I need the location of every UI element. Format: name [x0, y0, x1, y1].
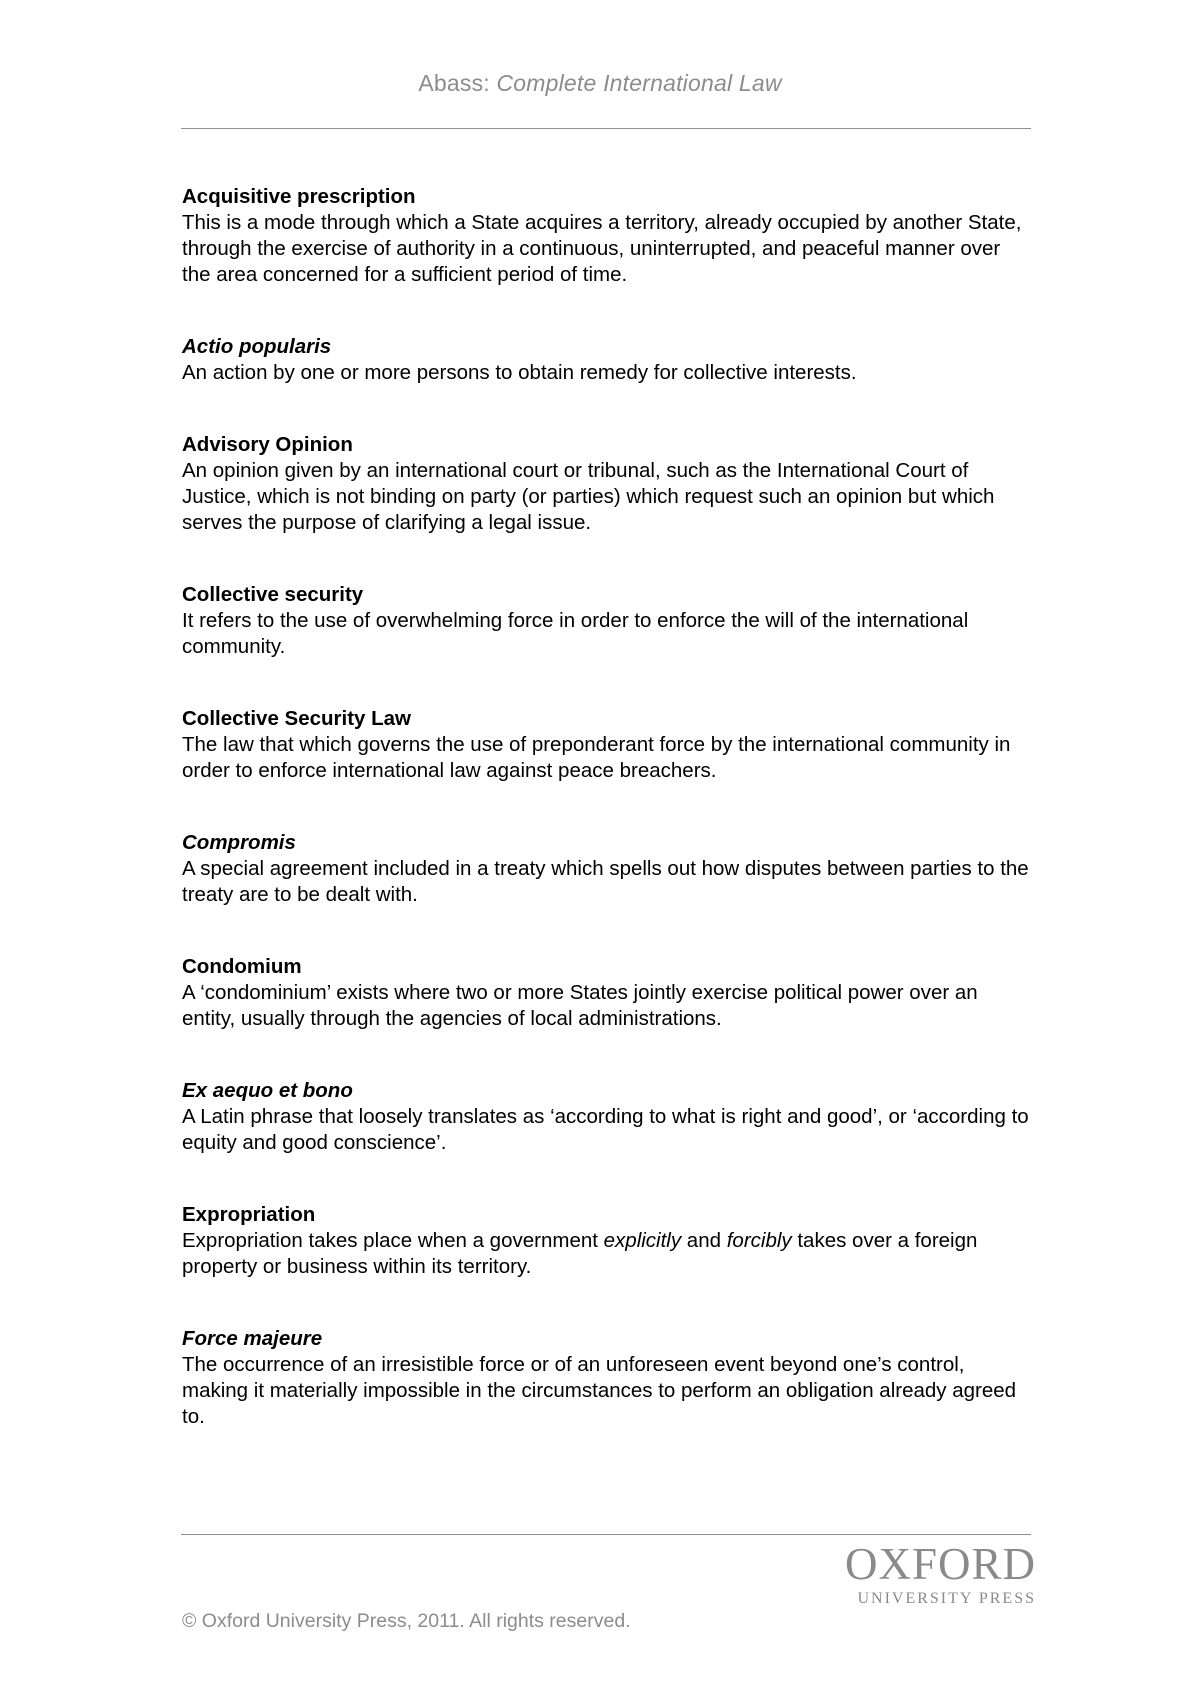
glossary-entry — [182, 334, 1032, 386]
glossary-term: Actio popularis — [182, 335, 332, 358]
glossary-entry — [182, 830, 1032, 908]
glossary-definition: The law that which governs the use of preponderant force by the international community in order to enforce international law against peace breachers. — [182, 733, 1011, 782]
glossary-list — [182, 184, 1032, 1476]
page-header — [0, 70, 1200, 97]
glossary-entry — [182, 184, 1032, 288]
header-author: Abass: — [418, 70, 490, 96]
logo-subtitle: UNIVERSITY PRESS — [857, 1590, 1036, 1607]
definition-emphasis: explicitly — [603, 1229, 682, 1252]
glossary-entry — [182, 954, 1032, 1032]
glossary-definition: The occurrence of an irresistible force or of an unforeseen event beyond one’s control, making it materially impossible in the circumstances to perform an obligation already agreed to. — [182, 1353, 1017, 1428]
glossary-definition — [182, 1228, 1032, 1280]
header-divider — [181, 128, 1031, 129]
definition-emphasis: forcibly — [726, 1229, 792, 1252]
header-book-title: Complete International Law — [496, 70, 782, 96]
glossary-term: Compromis — [182, 831, 296, 854]
glossary-definition: A ‘condominium’ exists where two or more States jointly exercise political power over an entity, usually through the agencies of local administrations. — [182, 981, 978, 1030]
definition-segment: takes over a foreign property or business within its territory. — [182, 1229, 978, 1278]
glossary-term: Ex aequo et bono — [182, 1079, 353, 1102]
definition-segment: Expropriation takes place when a government — [182, 1229, 604, 1252]
glossary-definition: A special agreement included in a treaty which spells out how disputes between parties to the treaty are to be dealt with. — [182, 857, 1029, 906]
glossary-definition: A Latin phrase that loosely translates as ‘according to what is right and good’, or ‘according to equity and good conscience’. — [182, 1105, 1029, 1154]
glossary-definition: An action by one or more persons to obtain remedy for collective interests. — [182, 361, 857, 384]
definition-segment: and — [681, 1229, 727, 1252]
glossary-term: Advisory Opinion — [182, 433, 353, 456]
glossary-term: Expropriation — [182, 1203, 316, 1226]
logo-name: OXFORD — [844, 1539, 1036, 1589]
oxford-logo — [826, 1538, 1036, 1608]
copyright-notice: © Oxford University Press, 2011. All rights reserved. — [182, 1610, 631, 1632]
glossary-entry — [182, 706, 1032, 784]
glossary-definition: It refers to the use of overwhelming force in order to enforce the will of the international community. — [182, 609, 969, 658]
glossary-entry — [182, 1202, 1032, 1280]
glossary-entry — [182, 1326, 1032, 1430]
glossary-entry — [182, 582, 1032, 660]
glossary-term: Collective Security Law — [182, 707, 412, 730]
glossary-term: Condomium — [182, 955, 302, 978]
glossary-term: Acquisitive prescription — [182, 185, 416, 208]
glossary-definition: An opinion given by an international court or tribunal, such as the International Court of Justice, which is not binding on party (or parties) which request such an opinion but which serves the purpose of clarifying a legal issue. — [182, 459, 995, 534]
footer-divider — [181, 1534, 1031, 1535]
glossary-entry — [182, 432, 1032, 536]
glossary-definition: This is a mode through which a State acquires a territory, already occupied by another State, through the exercise of authority in a continuous, uninterrupted, and peaceful manner over the area concerned for a sufficient period of time. — [182, 211, 1022, 286]
glossary-term: Collective security — [182, 583, 364, 606]
glossary-entry — [182, 1078, 1032, 1156]
glossary-term: Force majeure — [182, 1327, 323, 1350]
